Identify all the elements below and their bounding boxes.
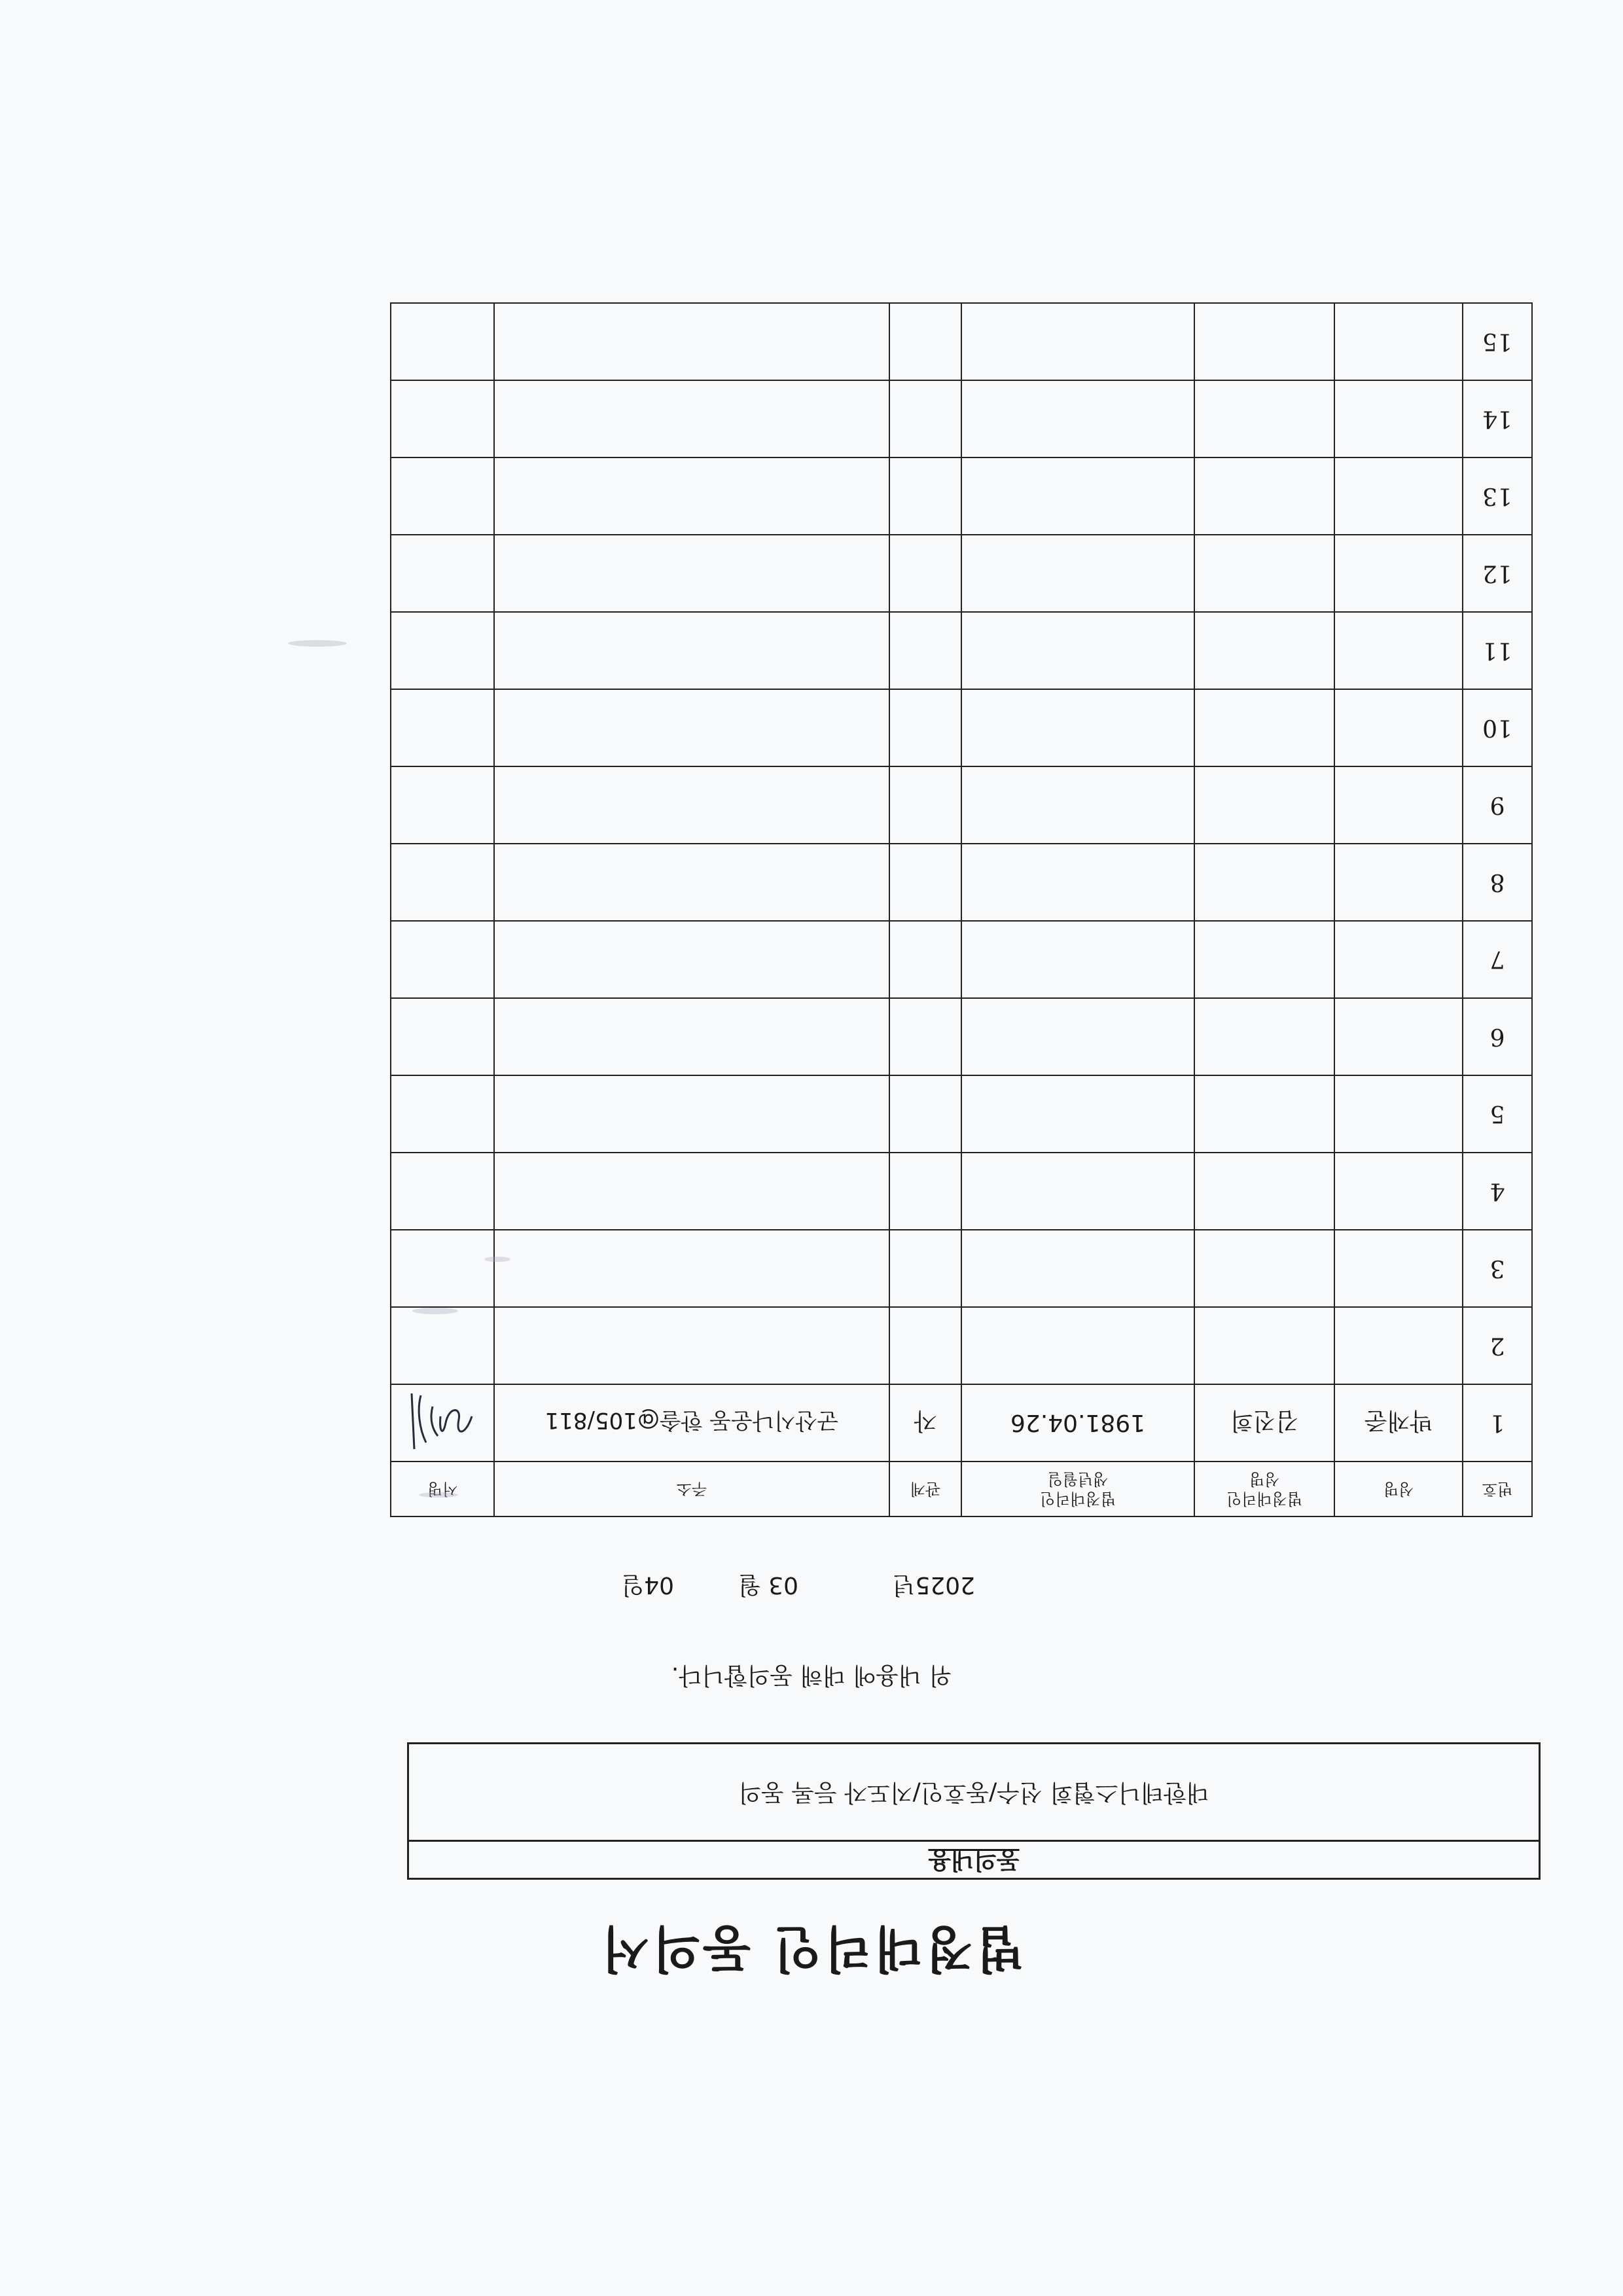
cell-number: 14 bbox=[1463, 380, 1532, 457]
cell-relation bbox=[889, 457, 961, 535]
scan-smudge bbox=[288, 640, 347, 647]
cell-guardian-name bbox=[1194, 1153, 1334, 1230]
cell-number: 1 bbox=[1463, 1384, 1532, 1462]
table-row bbox=[391, 1307, 1532, 1384]
cell-guardian-birth bbox=[961, 766, 1194, 844]
cell-relation bbox=[889, 380, 961, 457]
cell-relation bbox=[889, 1153, 961, 1230]
cell-guardian-name: 김진희 bbox=[1194, 1384, 1334, 1462]
document-title: 법정대리인 동의서 bbox=[599, 1920, 1024, 1978]
table-row bbox=[391, 689, 1532, 766]
table-row bbox=[391, 998, 1532, 1075]
cell-signature bbox=[391, 303, 494, 380]
cell-relation bbox=[889, 612, 961, 689]
table-row bbox=[391, 1075, 1532, 1153]
cell-relation bbox=[889, 303, 961, 380]
cell-guardian-name bbox=[1194, 1230, 1334, 1307]
cell-relation: 자 bbox=[889, 1384, 961, 1462]
cell-signature bbox=[391, 844, 494, 921]
cell-signature bbox=[391, 1075, 494, 1153]
cell-name bbox=[1334, 766, 1463, 844]
cell-address bbox=[494, 844, 889, 921]
cell-address bbox=[494, 921, 889, 998]
cell-guardian-name bbox=[1194, 766, 1334, 844]
table-body bbox=[391, 303, 1532, 1462]
cell-relation bbox=[889, 766, 961, 844]
table-row bbox=[391, 766, 1532, 844]
date-year: 2025년 bbox=[892, 1571, 975, 1598]
agreement-statement: 위 내용에 대해 동의합니다. bbox=[671, 1662, 952, 1689]
cell-guardian-name bbox=[1194, 689, 1334, 766]
cell-guardian-birth bbox=[961, 1075, 1194, 1153]
cell-signature bbox=[391, 380, 494, 457]
cell-name bbox=[1334, 535, 1463, 612]
cell-number: 5 bbox=[1463, 1075, 1532, 1153]
cell-guardian-birth bbox=[961, 1230, 1194, 1307]
cell-number: 9 bbox=[1463, 766, 1532, 844]
cell-signature bbox=[391, 457, 494, 535]
cell-number: 4 bbox=[1463, 1153, 1532, 1230]
header-name: 성명 bbox=[1334, 1462, 1463, 1516]
cell-number: 10 bbox=[1463, 689, 1532, 766]
cell-name bbox=[1334, 457, 1463, 535]
cell-name bbox=[1334, 380, 1463, 457]
table-row bbox=[391, 1230, 1532, 1307]
cell-address bbox=[494, 1230, 889, 1307]
cell-address bbox=[494, 612, 889, 689]
cell-guardian-birth bbox=[961, 998, 1194, 1075]
table-row bbox=[391, 535, 1532, 612]
guardian-consent-table bbox=[390, 302, 1533, 1517]
cell-guardian-birth bbox=[961, 380, 1194, 457]
cell-signature bbox=[391, 535, 494, 612]
cell-guardian-name bbox=[1194, 1307, 1334, 1384]
cell-name bbox=[1334, 1075, 1463, 1153]
cell-signature bbox=[391, 921, 494, 998]
cell-relation bbox=[889, 921, 961, 998]
cell-relation bbox=[889, 689, 961, 766]
scan-smudge bbox=[484, 1257, 510, 1262]
table-header-row bbox=[391, 1462, 1532, 1516]
cell-guardian-name bbox=[1194, 844, 1334, 921]
cell-signature bbox=[391, 766, 494, 844]
cell-guardian-name bbox=[1194, 612, 1334, 689]
cell-guardian-birth bbox=[961, 535, 1194, 612]
header-address: 주소 bbox=[494, 1462, 889, 1516]
cell-number: 13 bbox=[1463, 457, 1532, 535]
table-row bbox=[391, 844, 1532, 921]
cell-signature bbox=[391, 1153, 494, 1230]
cell-number: 8 bbox=[1463, 844, 1532, 921]
cell-guardian-name bbox=[1194, 380, 1334, 457]
header-guardian-name: 법정대리인 성명 bbox=[1194, 1462, 1334, 1516]
cell-address bbox=[494, 766, 889, 844]
cell-address bbox=[494, 689, 889, 766]
cell-number: 3 bbox=[1463, 1230, 1532, 1307]
cell-name bbox=[1334, 689, 1463, 766]
cell-number: 6 bbox=[1463, 998, 1532, 1075]
handwritten-signature bbox=[400, 1390, 485, 1456]
cell-guardian-name bbox=[1194, 535, 1334, 612]
cell-guardian-name bbox=[1194, 1075, 1334, 1153]
table-row bbox=[391, 612, 1532, 689]
cell-relation bbox=[889, 535, 961, 612]
cell-guardian-birth bbox=[961, 1307, 1194, 1384]
table-row bbox=[391, 1153, 1532, 1230]
cell-address bbox=[494, 1075, 889, 1153]
cell-relation bbox=[889, 1307, 961, 1384]
cell-number: 7 bbox=[1463, 921, 1532, 998]
cell-guardian-name bbox=[1194, 457, 1334, 535]
date-day: 04일 bbox=[621, 1571, 674, 1598]
cell-guardian-name bbox=[1194, 303, 1334, 380]
cell-name bbox=[1334, 921, 1463, 998]
consent-content-header-label: 동의내용 bbox=[928, 1846, 1020, 1873]
cell-guardian-birth bbox=[961, 1153, 1194, 1230]
cell-number: 12 bbox=[1463, 535, 1532, 612]
cell-guardian-birth: 1981.04.26 bbox=[961, 1384, 1194, 1462]
cell-name: 박재준 bbox=[1334, 1384, 1463, 1462]
cell-name bbox=[1334, 1153, 1463, 1230]
cell-signature bbox=[391, 612, 494, 689]
header-signature: 서명 bbox=[391, 1462, 494, 1516]
cell-address bbox=[494, 303, 889, 380]
cell-relation bbox=[889, 1230, 961, 1307]
cell-relation bbox=[889, 844, 961, 921]
header-relation: 관계 bbox=[889, 1462, 961, 1516]
cell-number: 2 bbox=[1463, 1307, 1532, 1384]
cell-address: 군산시나운동 한솔@105/811 bbox=[494, 1384, 889, 1462]
table-row bbox=[391, 921, 1532, 998]
cell-guardian-birth bbox=[961, 457, 1194, 535]
table-row bbox=[391, 303, 1532, 380]
scan-smudge bbox=[419, 1492, 458, 1498]
consent-date bbox=[621, 1570, 975, 1604]
table-row bbox=[391, 457, 1532, 535]
cell-name bbox=[1334, 303, 1463, 380]
scan-smudge bbox=[412, 1308, 458, 1314]
cell-address bbox=[494, 998, 889, 1075]
cell-guardian-birth bbox=[961, 612, 1194, 689]
header-guardian-birth: 법정대리인 생년월일 bbox=[961, 1462, 1194, 1516]
cell-name bbox=[1334, 612, 1463, 689]
cell-guardian-birth bbox=[961, 689, 1194, 766]
date-month: 03 월 bbox=[738, 1571, 798, 1598]
cell-signature bbox=[391, 1384, 494, 1462]
cell-guardian-name bbox=[1194, 921, 1334, 998]
cell-name bbox=[1334, 1230, 1463, 1307]
cell-signature bbox=[391, 1307, 494, 1384]
consent-content-body: 대한테니스협회 선수/동호인/지도자 등록 동의 bbox=[738, 1779, 1209, 1806]
cell-guardian-birth bbox=[961, 844, 1194, 921]
cell-relation bbox=[889, 1075, 961, 1153]
cell-signature bbox=[391, 1230, 494, 1307]
cell-address bbox=[494, 457, 889, 535]
header-number: 번호 bbox=[1463, 1462, 1532, 1516]
cell-guardian-birth bbox=[961, 921, 1194, 998]
consent-content-box bbox=[407, 1742, 1541, 1880]
cell-name bbox=[1334, 844, 1463, 921]
cell-address bbox=[494, 1307, 889, 1384]
table-row bbox=[391, 1384, 1532, 1462]
cell-number: 11 bbox=[1463, 612, 1532, 689]
cell-address bbox=[494, 1153, 889, 1230]
cell-guardian-name bbox=[1194, 998, 1334, 1075]
cell-address bbox=[494, 380, 889, 457]
table-row bbox=[391, 380, 1532, 457]
consent-content-header bbox=[409, 1840, 1539, 1878]
cell-signature bbox=[391, 689, 494, 766]
cell-number: 15 bbox=[1463, 303, 1532, 380]
cell-relation bbox=[889, 998, 961, 1075]
cell-address bbox=[494, 535, 889, 612]
cell-name bbox=[1334, 998, 1463, 1075]
cell-guardian-birth bbox=[961, 303, 1194, 380]
cell-name bbox=[1334, 1307, 1463, 1384]
cell-signature bbox=[391, 998, 494, 1075]
